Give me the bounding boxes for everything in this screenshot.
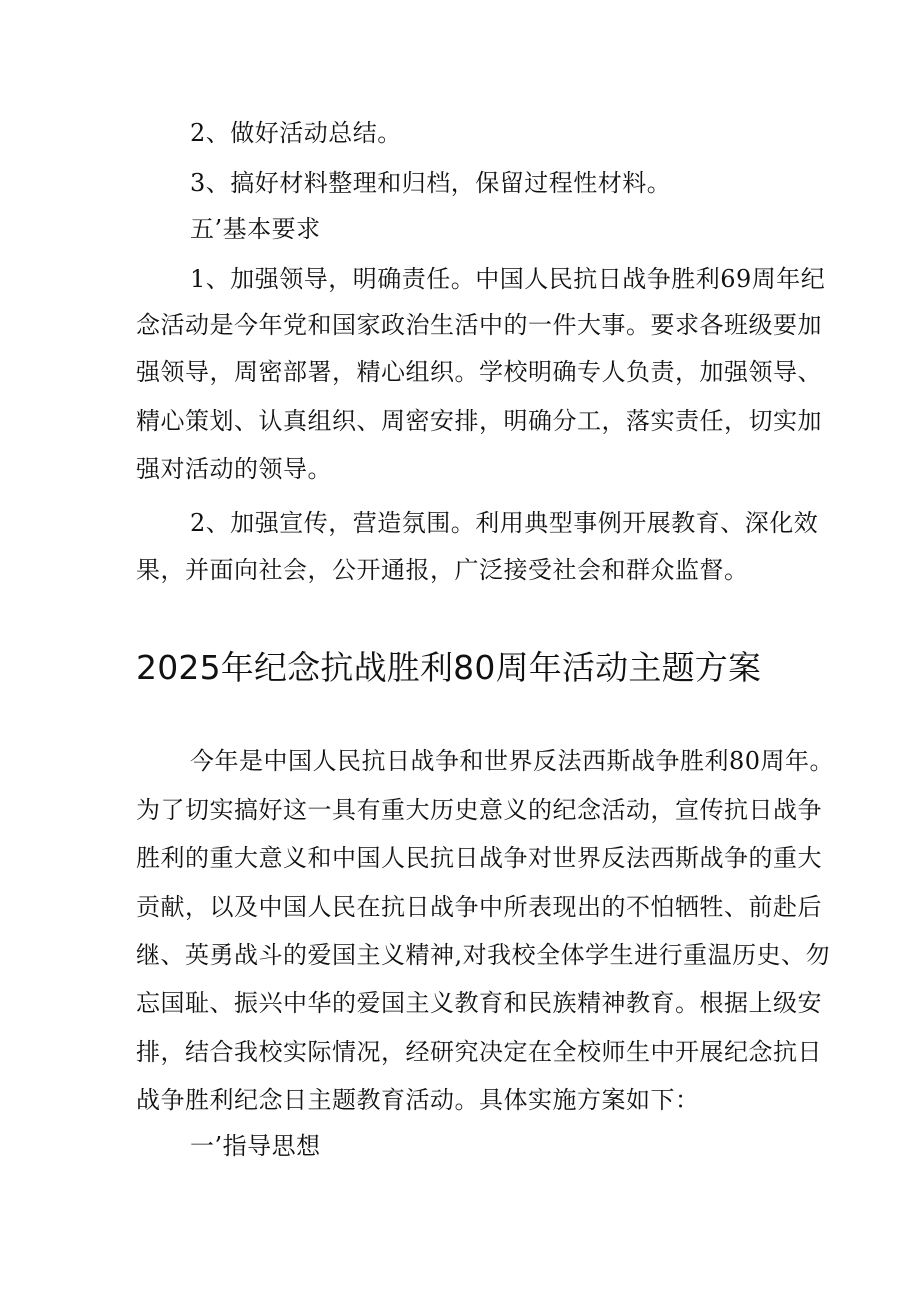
- document-title: 2025年纪念抗战胜利80周年活动主题方案: [136, 648, 762, 687]
- section-heading-guiding-thought: 一’指导思想: [190, 1132, 321, 1160]
- paragraph-line: 精心策划、认真组织、周密安排，明确分工，落实责任，切实加: [136, 407, 822, 435]
- paragraph-line: 继、英勇战斗的爱国主义精神,对我校全体学生进行重温历史、勿: [136, 941, 831, 969]
- list-item-archive: 3、搞好材料整理和归档，保留过程性材料。: [190, 169, 672, 197]
- paragraph-line: 1、加强领导，明确责任。中国人民抗日战争胜利69周年纪: [190, 265, 826, 293]
- paragraph-line: 胜利的重大意义和中国人民抗日战争对世界反法西斯战争的重大: [136, 844, 822, 872]
- paragraph-line: 念活动是今年党和国家政治生活中的一件大事。要求各班级要加: [136, 311, 822, 339]
- paragraph-line: 为了切实搞好这一具有重大历史意义的纪念活动，宣传抗日战争: [136, 796, 822, 824]
- paragraph-line: 果，并面向社会，公开通报，广泛接受社会和群众监督。: [136, 556, 749, 584]
- list-item-summary: 2、做好活动总结。: [190, 119, 402, 147]
- paragraph-line: 今年是中国人民抗日战争和世界反法西斯战争胜利80周年。: [190, 747, 835, 775]
- paragraph-line: 排，结合我校实际情况，经研究决定在全校师生中开展纪念抗日: [136, 1038, 822, 1066]
- paragraph-line: 强对活动的领导。: [136, 455, 332, 483]
- paragraph-line: 战争胜利纪念日主题教育活动。具体实施方案如下：: [136, 1086, 700, 1114]
- paragraph-line: 贡献，以及中国人民在抗日战争中所表现出的不怕牺牲、前赴后: [136, 893, 822, 921]
- section-heading-requirements: 五’基本要求: [190, 215, 321, 243]
- paragraph-line: 强领导，周密部署，精心组织。学校明确专人负责，加强领导、: [136, 358, 822, 386]
- paragraph-line: 忘国耻、振兴中华的爱国主义教育和民族精神教育。根据上级安: [136, 989, 822, 1017]
- paragraph-line: 2、加强宣传，营造氛围。利用典型事例开展教育、深化效: [190, 509, 819, 537]
